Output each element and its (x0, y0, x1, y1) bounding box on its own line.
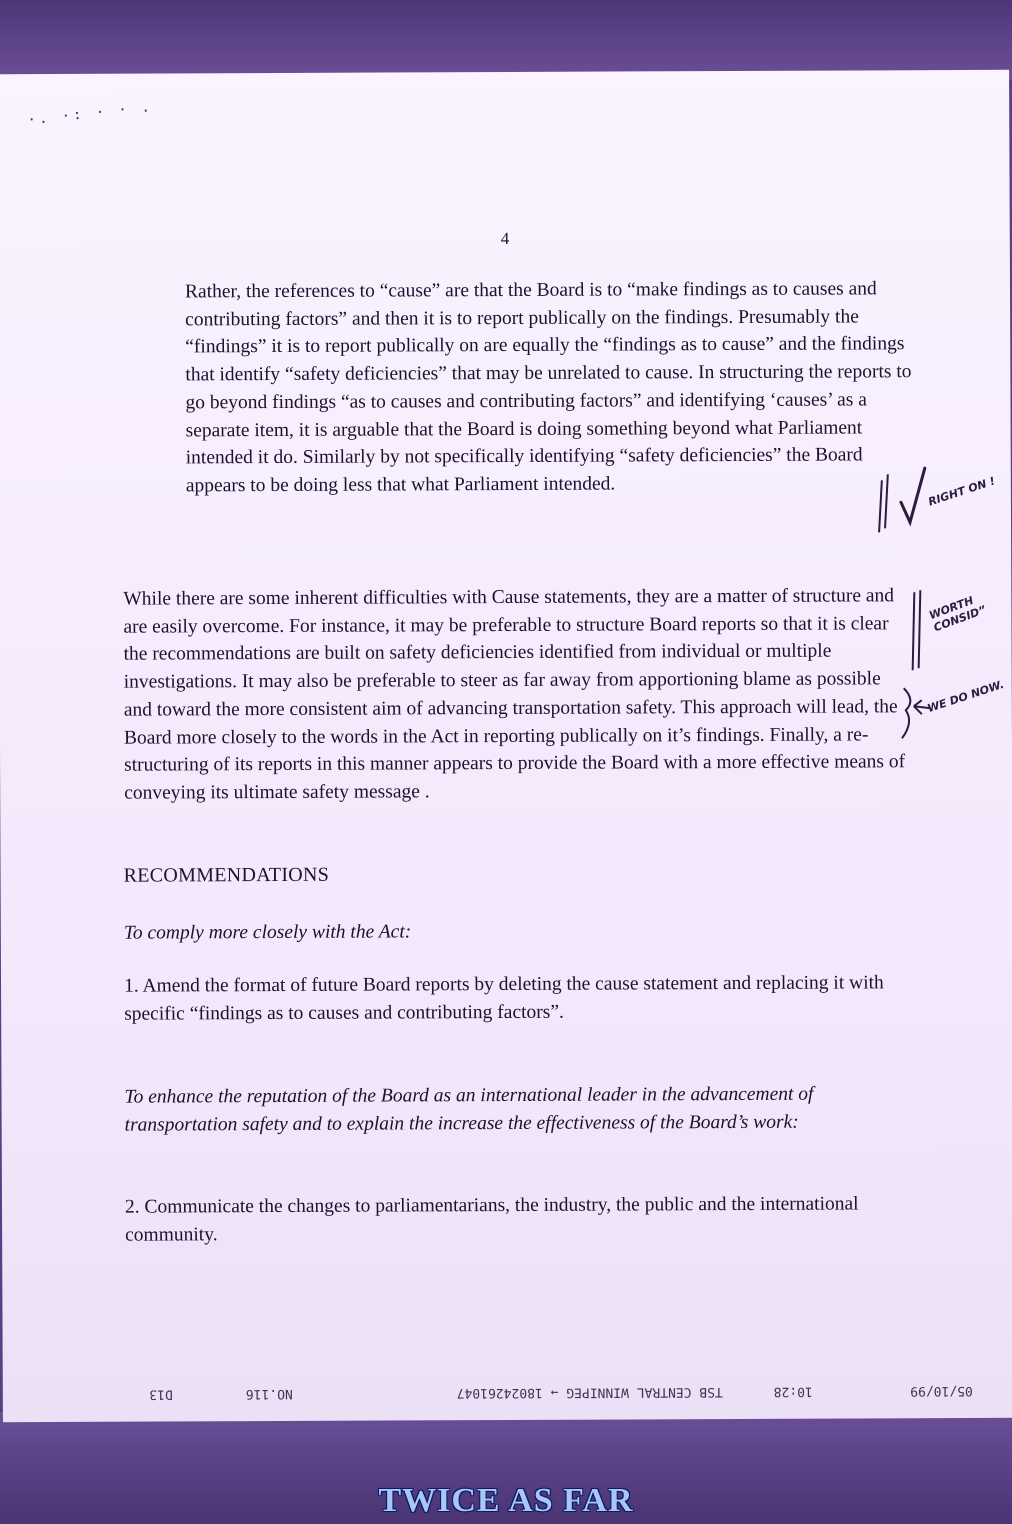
fax-sender: TSB CENTRAL WINNIPEG → 18024261047 (456, 1384, 723, 1401)
page-number: 4 (500, 228, 510, 249)
handwritten-note-right-on: RIGHT ON ! (926, 474, 997, 509)
fax-header-footer (53, 1378, 973, 1406)
recommendation-item-1: 1. Amend the format of future Board reports by deleting the cause statement and replacing it with specific “findings as to causes and contributing factors”. (123, 972, 884, 1025)
body-paragraph-2: While there are some inherent difficulties with Cause statements, they are a matter of structure and are easily overcome. For instance, it may be preferable to structure Board reports so that it is clear the recommendations are built on safety deficiencies identified from individual or multiple investigations. It may also be preferable to steer as far away from apportioning blame as possible and toward the more consistent aim of advancing transportation safety. This approach will lead, the Board more closely to the words in the Act in reporting publically on it’s findings. Finally, a re-structuring of its reports in this manner appears to provide the Board with a more effective means of conveying its ultimate safety message . (123, 585, 906, 804)
recommendation-item-2: 2. Communicate the changes to parliamentarians, the industry, the public and the international community. (124, 1193, 859, 1246)
recommendations-heading: RECOMMENDATIONS (123, 863, 330, 887)
handwritten-note-worth-considering: WORTH CONSID” (927, 593, 988, 635)
scan-speck-marks: ·. ·: · · . (26, 99, 154, 129)
fax-number: NO.116 (245, 1385, 293, 1402)
watermark-text: TWICE AS FAR (378, 1482, 634, 1519)
body-paragraph-1: Rather, the references to “cause” are that the Board is to “make findings as to causes and contributing factors” and then it is to report publically on the findings. Presumably the “findings” it is to report publically on are equally the “findings as to cause” and the findings that identify “safety deficiencies” that may be unrelated to cause. In structuring the reports to go beyond findings “as to causes and contributing factors” and identifying ‘causes’ as a separate item, it is arguable that the Board is doing something beyond what Parliament intended it do. Similarly by not specifically identifying “safety deficiencies” the Board appears to be doing less that what Parliament intended. (184, 278, 912, 497)
background-top (0, 0, 1012, 80)
handwritten-note-we-do-now: WE DO NOW. (925, 677, 1006, 716)
document-page (0, 70, 1012, 1422)
recommendation-intro-2: To enhance the reputation of the Board as an international leader in the advancement of transportation safety and to explain the increase the effectiveness of the Board’s work: (124, 1083, 814, 1136)
fax-date: 05/10/99 (910, 1382, 973, 1399)
fax-page: D13 (149, 1386, 173, 1402)
recommendation-intro-1: To comply more closely with the Act: (123, 921, 412, 944)
fax-time: 10:28 (773, 1383, 813, 1399)
